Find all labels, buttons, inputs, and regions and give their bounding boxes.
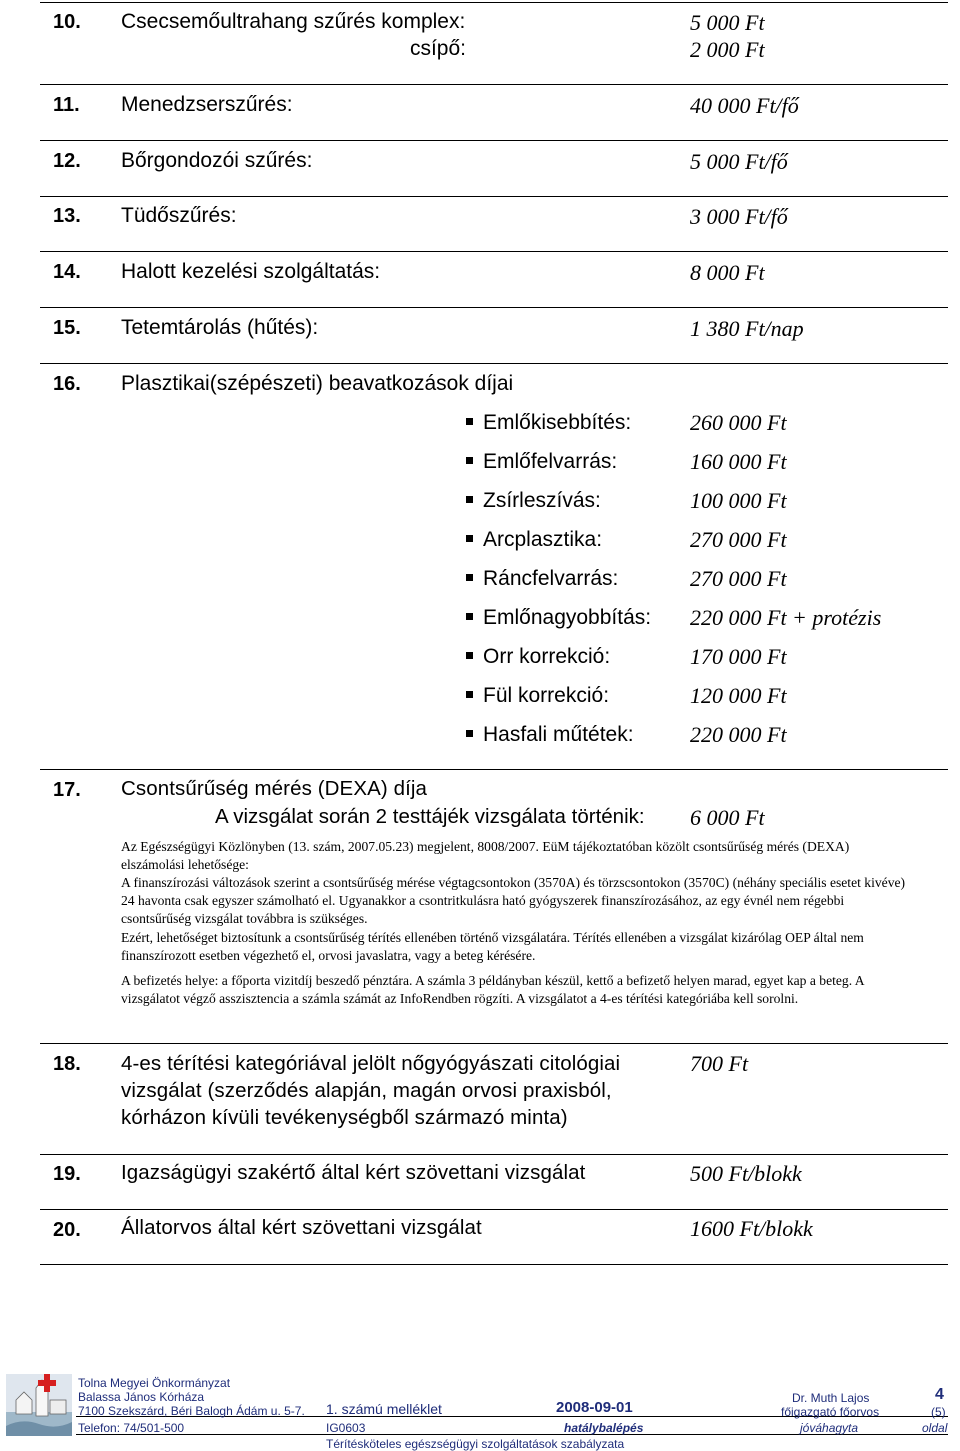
footer-doc-title: Térítésköteles egészségügyi szolgáltatások szabályzata	[326, 1437, 625, 1451]
item-price: 500 Ft/blokk	[690, 1161, 802, 1186]
footer-org: Tolna Megyei Önkormányzat	[78, 1376, 231, 1390]
footer-page-total: (5)	[931, 1405, 946, 1419]
divider	[40, 196, 948, 197]
item-number: 12.	[53, 150, 81, 172]
item-number: 18.	[53, 1053, 81, 1075]
sub-item-price: 160 000 Ft	[690, 449, 787, 474]
note-paragraph: A finanszírozási változások szerint a csontsűrűség mérése végtagcsontokon (3570A) és törzscsontokon (3570C) (néhány speciális esetet kivéve) 24 havonta csak egyszer számolható el. Ugyanakkor a csontritkulásra ható gyógyszerek finanszírozásához, az egy évnél nem régebbi csontsűrűség vizsgálat továbbra is szükséges.	[121, 875, 906, 926]
item-label: Plasztikai(szépészeti) beavatkozások díjai	[121, 372, 514, 395]
item-number: 13.	[53, 205, 81, 227]
item-price: 1600 Ft/blokk	[690, 1216, 813, 1241]
item-label: 4-es térítési kategóriával jelölt nőgyógyászati citológiai vizsgálat (szerződés alapján, magán orvosi praxisból, kórházon kívüli tevékenységből származó minta)	[121, 1052, 621, 1129]
sub-item-label: Emlőkisebbítés:	[483, 411, 632, 434]
sub-item	[466, 606, 651, 630]
divider	[40, 363, 948, 364]
bullet-icon	[466, 457, 473, 464]
bullet-icon	[466, 730, 473, 737]
item-price: 5 000 Ft	[690, 10, 765, 35]
item-price: 5 000 Ft/fő	[690, 149, 788, 174]
item-label: Csontsűrűség mérés (DEXA) díja	[121, 777, 428, 800]
item-price: 8 000 Ft	[690, 260, 765, 285]
sub-item-price: 170 000 Ft	[690, 644, 787, 669]
item-price: 2 000 Ft	[690, 37, 765, 62]
item-sublabel: csípő:	[409, 37, 466, 60]
sub-item-price: 220 000 Ft + protézis	[690, 605, 882, 630]
item-price: 700 Ft	[690, 1051, 749, 1076]
sub-item	[466, 411, 631, 435]
sub-item-label: Hasfali műtétek:	[483, 723, 634, 746]
sub-item-price: 270 000 Ft	[690, 566, 787, 591]
divider	[40, 140, 948, 141]
item-number: 20.	[53, 1219, 81, 1241]
sub-item-price: 100 000 Ft	[690, 488, 787, 513]
item-label: Menedzserszűrés:	[121, 93, 293, 116]
footer-org: Balassa János Kórháza	[78, 1390, 205, 1404]
sub-item-label: Ráncfelvarrás:	[483, 567, 619, 590]
item-label: Halott kezelési szolgáltatás:	[121, 260, 381, 283]
item-number: 19.	[53, 1163, 81, 1185]
item-price: 3 000 Ft/fő	[690, 204, 788, 229]
sub-item-label: Emlőfelvarrás:	[483, 450, 618, 473]
bullet-icon	[466, 652, 473, 659]
footer-page-number: 4	[935, 1386, 944, 1403]
divider	[40, 769, 948, 770]
item-number: 15.	[53, 317, 81, 339]
note-paragraph: Ezért, lehetőséget biztosítunk a csontsűrűség térítés ellenében történő vizsgálatára. Térítés ellenében a vizsgálat kizárólag OEP által nem finanszírozott esetben végezhető el, orvosi javaslatra, vagy a beteg kérésére.	[121, 930, 864, 963]
sub-item-label: Zsírleszívás:	[483, 489, 601, 512]
note-paragraph: A befizetés helye: a főporta vizitdíj beszedő pénztára. A számla 3 példányban készül, kettő a befizető helyen marad, egyet kap a beteg. A vizsgálatot végző asszisztencia a számla számát az InfoRendben rögzíti. A vizsgálatot a 4-es térítési kategóriába kell sorolni.	[121, 973, 864, 1006]
sub-item	[466, 567, 618, 591]
item-label: Csecsemőultrahang szűrés komplex:	[121, 10, 466, 33]
sub-item	[466, 528, 602, 552]
sub-item-label: Emlőnagyobbítás:	[483, 606, 652, 629]
footer-approved: jóváhagyta	[800, 1421, 859, 1435]
divider	[40, 1264, 948, 1265]
item-label: Állatorvos által kért szövettani vizsgálat	[121, 1216, 482, 1239]
sub-item	[466, 450, 617, 474]
sub-item-label: Arcplasztika:	[483, 528, 603, 551]
item-number: 10.	[53, 11, 81, 33]
sub-item-price: 260 000 Ft	[690, 410, 787, 435]
sub-item	[466, 684, 609, 708]
divider	[40, 307, 948, 308]
footer-code: IG0603	[326, 1421, 366, 1435]
item-number: 17.	[53, 779, 81, 801]
bullet-icon	[466, 691, 473, 698]
item-label: Tetemtárolás (hűtés):	[121, 316, 319, 339]
bullet-icon	[466, 496, 473, 503]
sub-item	[466, 645, 610, 669]
item-label: Bőrgondozói szűrés:	[121, 149, 313, 172]
bullet-icon	[466, 613, 473, 620]
item-label: Tüdőszűrés:	[121, 204, 237, 227]
sub-item-label: Fül korrekció:	[483, 684, 610, 707]
divider	[40, 1043, 948, 1044]
footer-address: 7100 Szekszárd, Béri Balogh Ádám u. 5-7.	[78, 1404, 305, 1418]
divider	[40, 251, 948, 252]
sub-item-price: 120 000 Ft	[690, 683, 787, 708]
footer-approver: Dr. Muth Lajos	[792, 1391, 870, 1405]
footer-phone: Telefon: 74/501-500	[78, 1421, 185, 1435]
divider	[40, 1209, 948, 1210]
sub-item-label: Orr korrekció:	[483, 645, 611, 668]
bullet-icon	[466, 535, 473, 542]
divider	[40, 1154, 948, 1155]
sub-item	[466, 489, 601, 513]
footer-date: 2008-09-01	[556, 1399, 633, 1416]
bullet-icon	[466, 418, 473, 425]
item-price: 6 000 Ft	[690, 805, 765, 830]
note-paragraph: Az Egészségügyi Közlönyben (13. szám, 2007.05.23) megjelent, 8008/2007. EüM tájékoztatóban közölt csontsűrűség mérés (DEXA) elszámolási lehetősége:	[121, 839, 850, 872]
footer-effective: hatálybalépés	[564, 1421, 644, 1435]
item-price: 1 380 Ft/nap	[690, 316, 804, 341]
item-label: Igazságügyi szakértő által kért szövettani vizsgálat	[121, 1161, 586, 1184]
divider	[40, 2, 948, 3]
bullet-icon	[466, 574, 473, 581]
sub-item	[466, 723, 634, 747]
item-number: 16.	[53, 373, 81, 395]
item-number: 11.	[53, 94, 80, 116]
item-price: 40 000 Ft/fő	[690, 93, 799, 118]
item-sublabel: A vizsgálat során 2 testtájék vizsgálata történik:	[215, 805, 645, 828]
sub-item-price: 220 000 Ft	[690, 722, 787, 747]
footer-annex: 1. számú melléklet	[326, 1401, 442, 1417]
item-number: 14.	[53, 261, 81, 283]
footer-page-label: oldal	[922, 1421, 948, 1435]
footer-approver-title: főigazgató főorvos	[781, 1405, 880, 1419]
sub-item-price: 270 000 Ft	[690, 527, 787, 552]
hospital-logo	[6, 1374, 72, 1436]
divider	[40, 84, 948, 85]
